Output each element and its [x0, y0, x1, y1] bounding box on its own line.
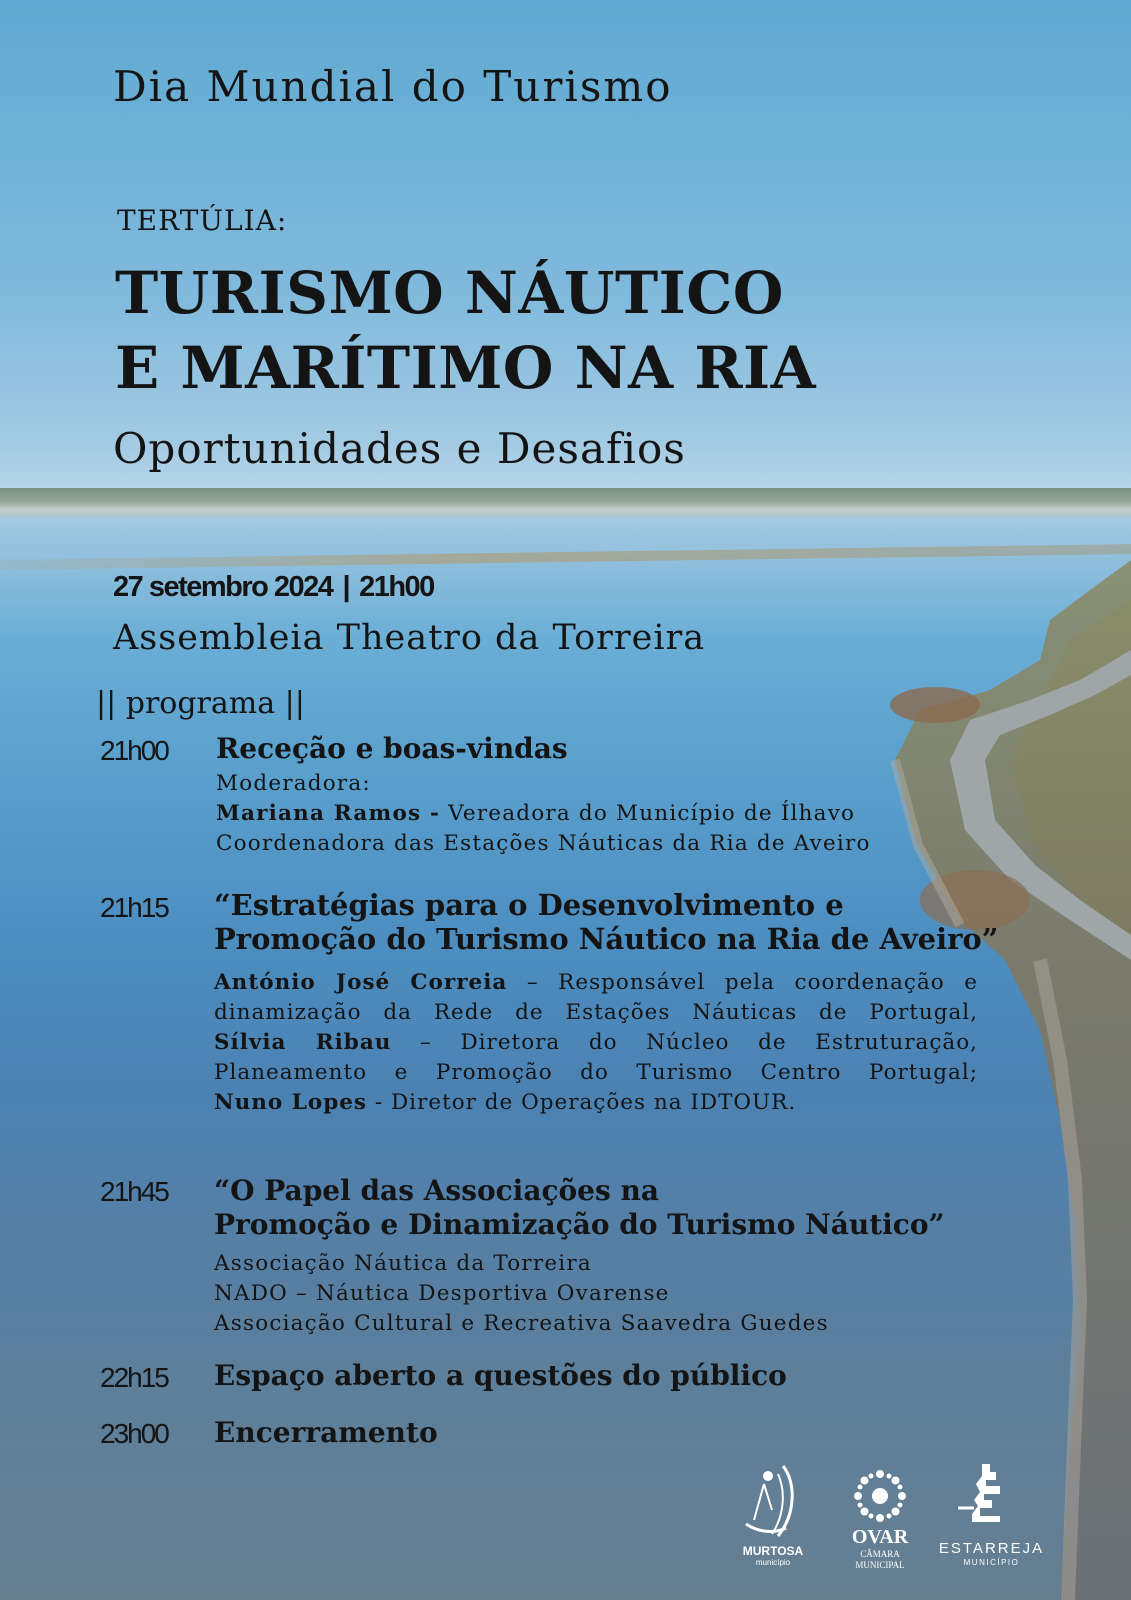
event-venue: Assembleia Theatro da Torreira [113, 618, 706, 658]
event-date: 27 setembro 2024 [113, 571, 333, 603]
speaker-role: - Diretor de Operações na IDTOUR. [367, 1090, 797, 1115]
program-title: Espaço aberto a questões do público [214, 1359, 787, 1392]
date-separator: | [342, 571, 350, 603]
speaker-line [214, 968, 978, 999]
speaker-name: Sílvia Ribau [214, 1030, 392, 1055]
ovar-tile-icon [845, 1468, 915, 1530]
estarreja-sub: MUNICÍPIO [963, 1558, 1020, 1567]
murtosa-logo [738, 1462, 808, 1572]
event-date-time [113, 571, 434, 604]
speaker-line: Planeamento e Promoção do Turismo Centro Portugal; [214, 1060, 978, 1085]
program-time: 21h15 [100, 892, 168, 923]
program-title: Encerramento [214, 1416, 438, 1449]
estarreja-symbol-icon [934, 1462, 1049, 1534]
program-time: 21h00 [100, 735, 168, 766]
ovar-name: OVAR [851, 1526, 909, 1548]
program-title: Promoção do Turismo Náutico na Ria de Aveiro” [214, 922, 999, 956]
moderator-line [216, 799, 855, 829]
moderator-role: Vereadora do Município de Ílhavo [440, 801, 856, 826]
murtosa-name: MURTOSA [742, 1544, 804, 1558]
murtosa-boat-icon [738, 1462, 808, 1542]
program-title: “O Papel das Associações na [214, 1174, 660, 1207]
speaker-role: – Responsável pela coordenação e [507, 970, 978, 995]
association-item: Associação Cultural e Recreativa Saavedra Guedes [214, 1311, 829, 1336]
program-time: 22h15 [100, 1362, 168, 1393]
speaker-role: – Diretora do Núcleo de Estruturação, [391, 1030, 978, 1055]
program-title: Promoção e Dinamização do Turismo Náutico” [214, 1208, 945, 1241]
association-item: Associação Náutica da Torreira [214, 1251, 592, 1276]
event-time: 21h00 [359, 571, 434, 603]
program-time: 21h45 [100, 1176, 168, 1207]
subtitle: Oportunidades e Desafios [113, 424, 686, 473]
speaker-line [214, 1088, 978, 1119]
association-item: NADO – Náutica Desportiva Ovarense [214, 1281, 670, 1306]
murtosa-sub: município [755, 1558, 791, 1567]
speaker-line: dinamização da Rede de Estações Náuticas de Portugal, [214, 1000, 978, 1025]
estarreja-name: ESTARREJA [938, 1540, 1045, 1557]
event-kicker: TERTÚLIA: [117, 204, 288, 237]
ovar-sub: CÂMARA [860, 1549, 900, 1559]
speaker-name: António José Correia [214, 970, 508, 995]
program-title: “Estratégias para o Desenvolvimento e [214, 888, 844, 922]
speaker-name: Nuno Lopes [214, 1090, 368, 1115]
event-title: Dia Mundial do Turismo [113, 62, 673, 111]
moderator-name: Mariana Ramos - [216, 801, 441, 826]
headline [115, 256, 816, 406]
speaker-line [214, 1028, 978, 1059]
moderator-label: Moderadora: [216, 771, 371, 796]
ovar-logo [845, 1468, 915, 1578]
moderator-role-2: Coordenadora das Estações Náuticas da Ria de Aveiro [216, 831, 871, 856]
headline-line: E MARÍTIMO NA RIA [115, 334, 817, 402]
program-title: Receção e boas-vindas [216, 732, 568, 765]
headline-line: TURISMO NÁUTICO [115, 259, 784, 327]
program-time: 23h00 [100, 1418, 168, 1449]
programa-label: || programa || [96, 686, 305, 721]
estarreja-logo [934, 1462, 1049, 1567]
ovar-sub: MUNICIPAL [855, 1560, 905, 1570]
